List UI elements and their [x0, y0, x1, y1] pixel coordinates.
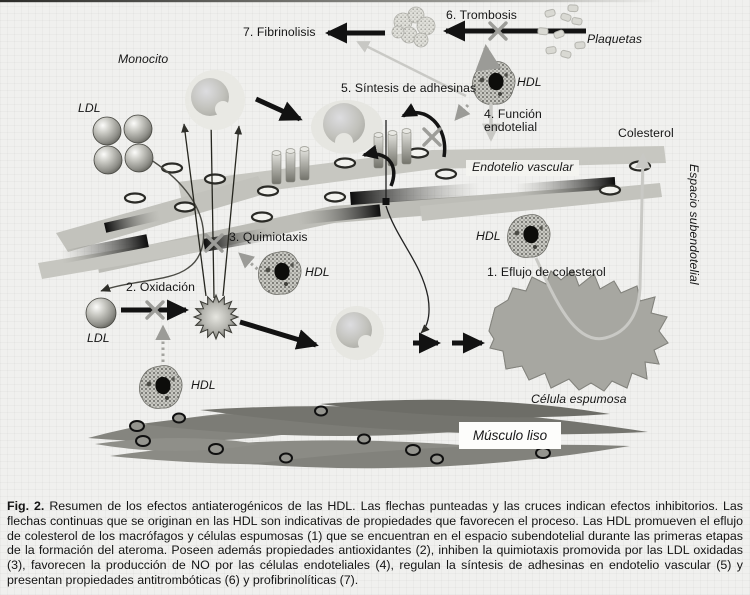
label-celula-espumosa: Célula espumosa	[531, 392, 627, 406]
label-ldl-bottom: LDL	[87, 331, 110, 345]
label-quimiotaxis: 3. Quimiotaxis	[229, 230, 308, 244]
label-espacio-subendotelial: Espacio subendotelial	[687, 164, 701, 285]
label-musculo-liso	[459, 422, 561, 449]
adhesin-inhibition-x-icon	[424, 129, 440, 145]
label-hdl-oxidacion: HDL	[191, 378, 216, 392]
hdl-adhesin-dotted-arrow	[456, 105, 468, 119]
ldl-cluster	[93, 115, 153, 174]
hdl-particle-oxidation	[139, 365, 182, 408]
fibrin-clot	[392, 7, 435, 47]
musculo-liso-text: Músculo liso	[472, 428, 548, 443]
label-colesterol: Colesterol	[618, 126, 674, 140]
label-hdl-eflujo: HDL	[476, 229, 501, 243]
caption-fig-label: Fig. 2.	[7, 499, 45, 513]
label-hdl-top: HDL	[517, 75, 542, 89]
label-endotelio-vascular: Endotelio vascular	[466, 160, 579, 176]
label-monocito: Monocito	[118, 52, 169, 66]
label-funcion-endotelial: 4. Función endotelial	[484, 107, 542, 135]
monocyte-adhesion-arrow	[256, 99, 300, 119]
label-eflujo-colesterol: 1. Eflujo de colesterol	[487, 265, 606, 279]
label-sintesis-adhesinas: 5. Síntesis de adhesinas	[341, 81, 477, 95]
scan-border-line	[0, 0, 662, 2]
hdl-particle-efflux	[507, 214, 550, 257]
ldl-particle	[86, 298, 116, 328]
monocyte-adhering	[311, 100, 383, 154]
oxldl-to-macrophage-arrow	[240, 322, 316, 345]
hdl-antithrombotic-arrow	[486, 48, 488, 67]
monocyte-cell	[185, 70, 245, 130]
label-ldl-top: LDL	[78, 101, 101, 115]
oxidized-ldl-starburst	[194, 295, 238, 339]
caption-text: Resumen de los efectos antiaterogénicos de las HDL. Las flechas punteadas y las cruces indican efectos inhibitorios. Las flechas continuas que se originan en las HDL son indicativas de propiedades que favorecen el proceso. Las HDL promueven el eflujo de colesterol de los macrófagos y células espumosas (1) que se encuentran en el espacio subendotelial durante las primeras etapas de la formación del ateroma. Poseen además propiedades antioxidantes (2), inhiben la quimiotaxis promovida por las LDL oxidadas (3), favorecen la producción de NO por las células endoteliales (4), regulan la síntesis de adhesinas en endotelio vascular (5) y presentan propiedades antitrombóticas (6) y profibrinolíticas (7).	[7, 499, 743, 587]
label-trombosis: 6. Trombosis	[446, 8, 517, 22]
smooth-muscle-layer	[88, 400, 648, 468]
label-plaquetas: Plaquetas	[587, 32, 643, 46]
label-fibrinolisis: 7. Fibrinolisis	[243, 25, 316, 39]
hdl-particle-chemotaxis	[258, 251, 301, 294]
label-hdl-quimiotaxis: HDL	[305, 265, 330, 279]
figure-caption	[7, 499, 743, 588]
macrophage-cell	[330, 306, 384, 360]
label-oxidacion: 2. Oxidación	[126, 280, 195, 294]
hdl-particle-top	[472, 61, 515, 104]
